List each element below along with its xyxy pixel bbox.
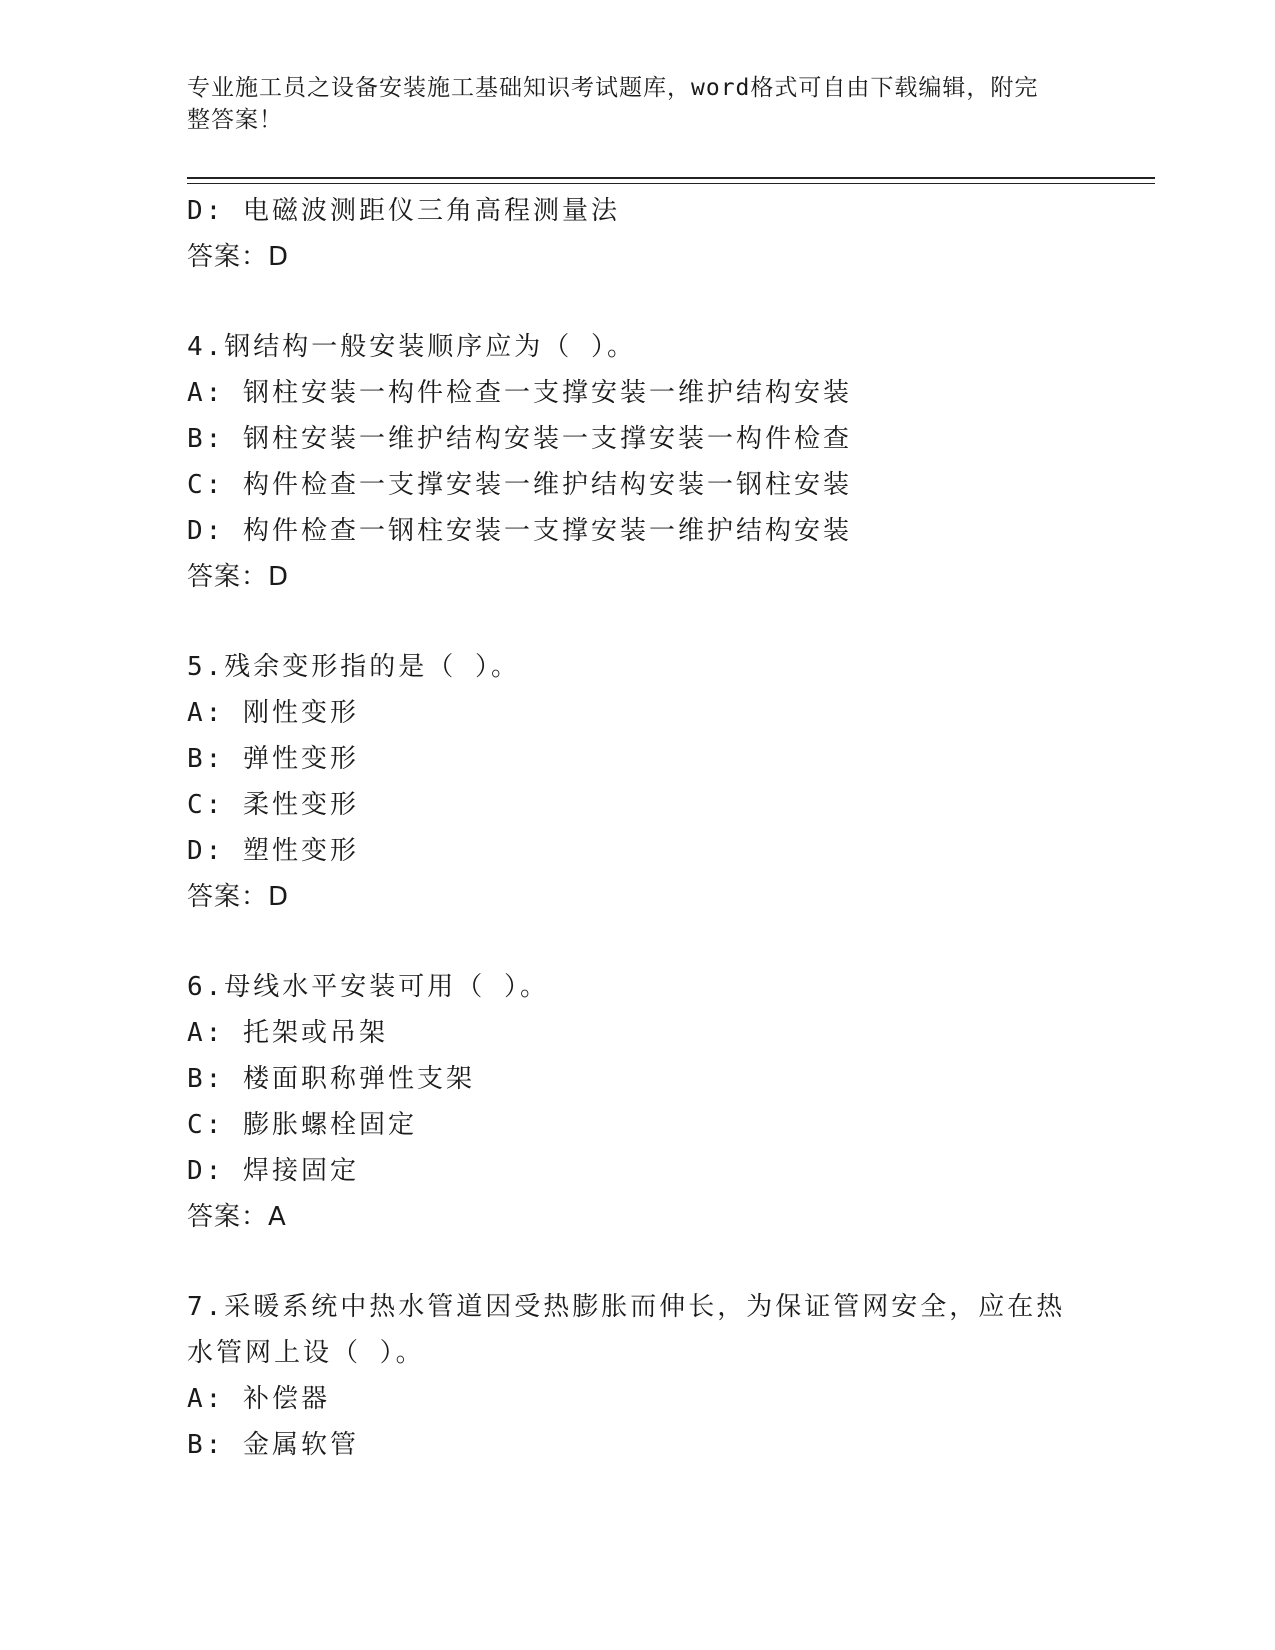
option-a: A: 托架或吊架	[187, 1018, 388, 1048]
question-text: 5.残余变形指的是（ ）。	[187, 652, 520, 682]
option-b: B: 弹性变形	[187, 744, 359, 774]
header-line-2: 整答案！	[187, 107, 283, 133]
option-c: C: 膨胀螺栓固定	[187, 1110, 417, 1140]
option-d: D: 电磁波测距仪三角高程测量法	[187, 196, 620, 226]
question-block-7	[187, 1284, 1107, 1468]
option-a: A: 补偿器	[187, 1384, 330, 1414]
spacer	[187, 280, 1107, 324]
question-block-3	[187, 188, 1107, 280]
option-d: D: 塑性变形	[187, 836, 359, 866]
option-d: D: 构件检查一钢柱安装一支撑安装一维护结构安装	[187, 516, 852, 546]
spacer	[187, 600, 1107, 644]
question-text-line-1: 7.采暖系统中热水管道因受热膨胀而伸长，为保证管网安全，应在热	[187, 1292, 1066, 1322]
question-block-4	[187, 324, 1107, 600]
option-c: C: 构件检查一支撑安装一维护结构安装一钢柱安装	[187, 470, 852, 500]
header-line-1: 专业施工员之设备安装施工基础知识考试题库，word格式可自由下载编辑，附完	[187, 75, 1039, 101]
header-divider-thin	[187, 183, 1155, 184]
question-text: 6.母线水平安装可用（ ）。	[187, 972, 549, 1002]
option-d: D: 焊接固定	[187, 1156, 359, 1186]
answer-label: 答案：D	[187, 882, 290, 912]
answer-label: 答案：A	[187, 1202, 287, 1232]
option-b: B: 钢柱安装一维护结构安装一支撑安装一构件检查	[187, 424, 852, 454]
answer-label: 答案：D	[187, 242, 290, 272]
option-a: A: 刚性变形	[187, 698, 359, 728]
question-text: 4.钢结构一般安装顺序应为（ ）。	[187, 332, 636, 362]
option-b: B: 金属软管	[187, 1430, 359, 1460]
question-block-5	[187, 644, 1107, 920]
header-divider-thick	[187, 177, 1155, 179]
spacer	[187, 1240, 1107, 1284]
option-c: C: 柔性变形	[187, 790, 359, 820]
answer-label: 答案：D	[187, 562, 290, 592]
option-a: A: 钢柱安装一构件检查一支撑安装一维护结构安装	[187, 378, 852, 408]
question-block-6	[187, 964, 1107, 1240]
spacer	[187, 920, 1107, 964]
question-text-line-2: 水管网上设（ ）。	[187, 1338, 425, 1368]
question-list	[187, 188, 1107, 1468]
option-b: B: 楼面职称弹性支架	[187, 1064, 475, 1094]
document-header	[187, 72, 1067, 136]
